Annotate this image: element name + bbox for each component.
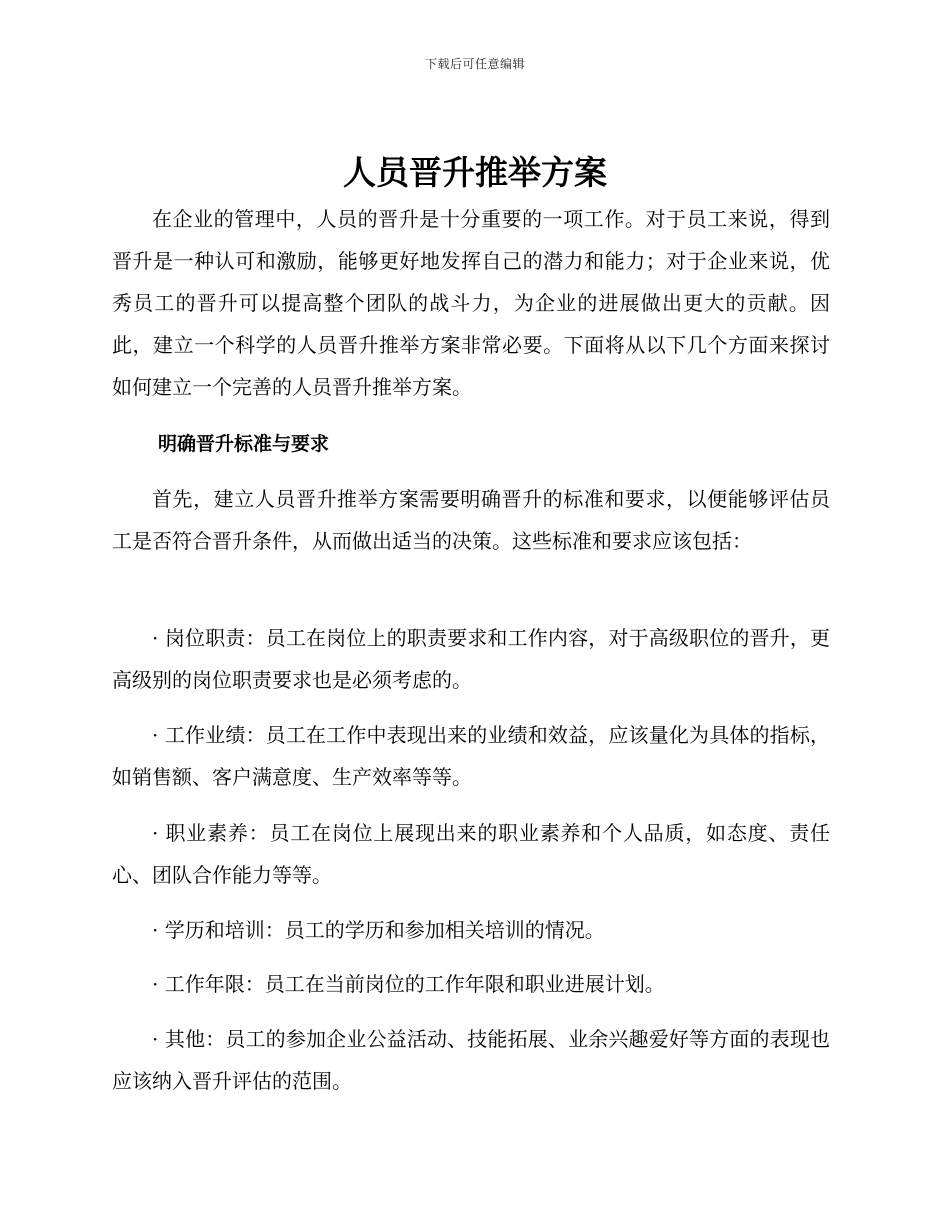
list-item-performance: · 工作业绩：员工在工作中表现出来的业绩和效益，应该量化为具体的指标，如销售额、客户满意度、生产效率等等。 bbox=[112, 723, 830, 789]
list-item-tenure: · 工作年限：员工在当前岗位的工作年限和职业进展计划。 bbox=[152, 972, 665, 996]
header-note: 下载后可任意编辑 bbox=[424, 57, 525, 71]
document-title: 人员晋升推举方案 bbox=[343, 153, 607, 192]
intro-paragraph: 在企业的管理中，人员的晋升是十分重要的一项工作。对于员工来说，得到晋升是一种认可和激励，能够更好地发挥自己的潜力和能力；对于企业来说，优秀员工的晋升可以提高整个团队的战斗力，为企业的进展做出更大的贡献。因此，建立一个科学的人员晋升推举方案非常必要。下面将从以下几个方面来探讨如何建立一个完善的人员晋升推举方案。 bbox=[112, 207, 830, 399]
list-item-professionalism: · 职业素养：员工在岗位上展现出来的职业素养和个人品质，如态度、责任心、团队合作能力等等。 bbox=[112, 821, 830, 887]
list-item-other: · 其他：员工的参加企业公益活动、技能拓展、业余兴趣爱好等方面的表现也应该纳入晋升评估的范围。 bbox=[112, 1027, 830, 1093]
section-heading: 明确晋升标准与要求 bbox=[158, 433, 330, 455]
list-item-education: · 学历和培训：员工的学历和参加相关培训的情况。 bbox=[152, 918, 605, 942]
section-lead-paragraph: 首先，建立人员晋升推举方案需要明确晋升的标准和要求，以便能够评估员工是否符合晋升条件，从而做出适当的决策。这些标准和要求应该包括： bbox=[112, 487, 830, 553]
list-item-post-duties: · 岗位职责：员工在岗位上的职责要求和工作内容，对于高级职位的晋升，更高级别的岗位职责要求也是必须考虑的。 bbox=[112, 626, 830, 692]
